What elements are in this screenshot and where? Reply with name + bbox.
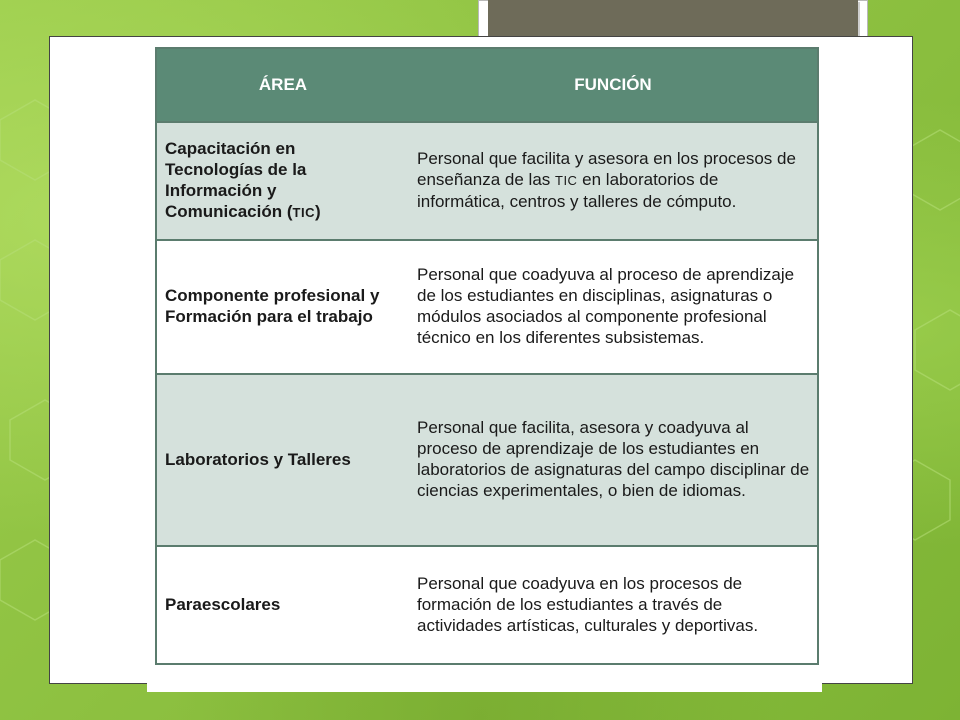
area-line: Información y: [165, 180, 277, 200]
area-cell: Paraescolares: [156, 546, 409, 664]
area-line: Capacitación en: [165, 138, 296, 158]
table-row: [156, 546, 818, 664]
header-area: ÁREA: [156, 48, 409, 122]
area-acronym: TIC: [292, 204, 315, 220]
area-line-end: ): [314, 201, 321, 221]
funcion-cell: [409, 122, 818, 240]
area-line: Comunicación (: [165, 201, 293, 221]
funcion-cell: Personal que facilita, asesora y coadyuva al proceso de aprendizaje de los estudiantes en laboratorios de asignaturas del campo disciplinar de ciencias experimentales, o bien de idiomas.: [409, 374, 818, 546]
area-function-table: [155, 47, 819, 665]
funcion-acronym: TIC: [555, 173, 578, 188]
area-cell: Laboratorios y Talleres: [156, 374, 409, 546]
funcion-cell: Personal que coadyuva al proceso de aprendizaje de los estudiantes en disciplinas, asignaturas o módulos asociados al componente profesional técnico en los diferentes subsistemas.: [409, 240, 818, 374]
area-cell: [156, 122, 409, 240]
header-funcion: FUNCIÓN: [409, 48, 818, 122]
area-line: Tecnologías de la: [165, 159, 307, 179]
table-row: [156, 122, 818, 240]
table-header-row: [156, 48, 818, 122]
table-row: [156, 240, 818, 374]
funcion-cell: Personal que coadyuva en los procesos de formación de los estudiantes a través de actividades artísticas, culturales y deportivas.: [409, 546, 818, 664]
area-cell: Componente profesional y Formación para el trabajo: [156, 240, 409, 374]
table-row: [156, 374, 818, 546]
funcion-text: en laboratorios de informática, centros y talleres de cómputo.: [417, 170, 737, 211]
funcion-text: Personal que facilita y asesora en los procesos de enseñanza de las: [417, 149, 796, 189]
